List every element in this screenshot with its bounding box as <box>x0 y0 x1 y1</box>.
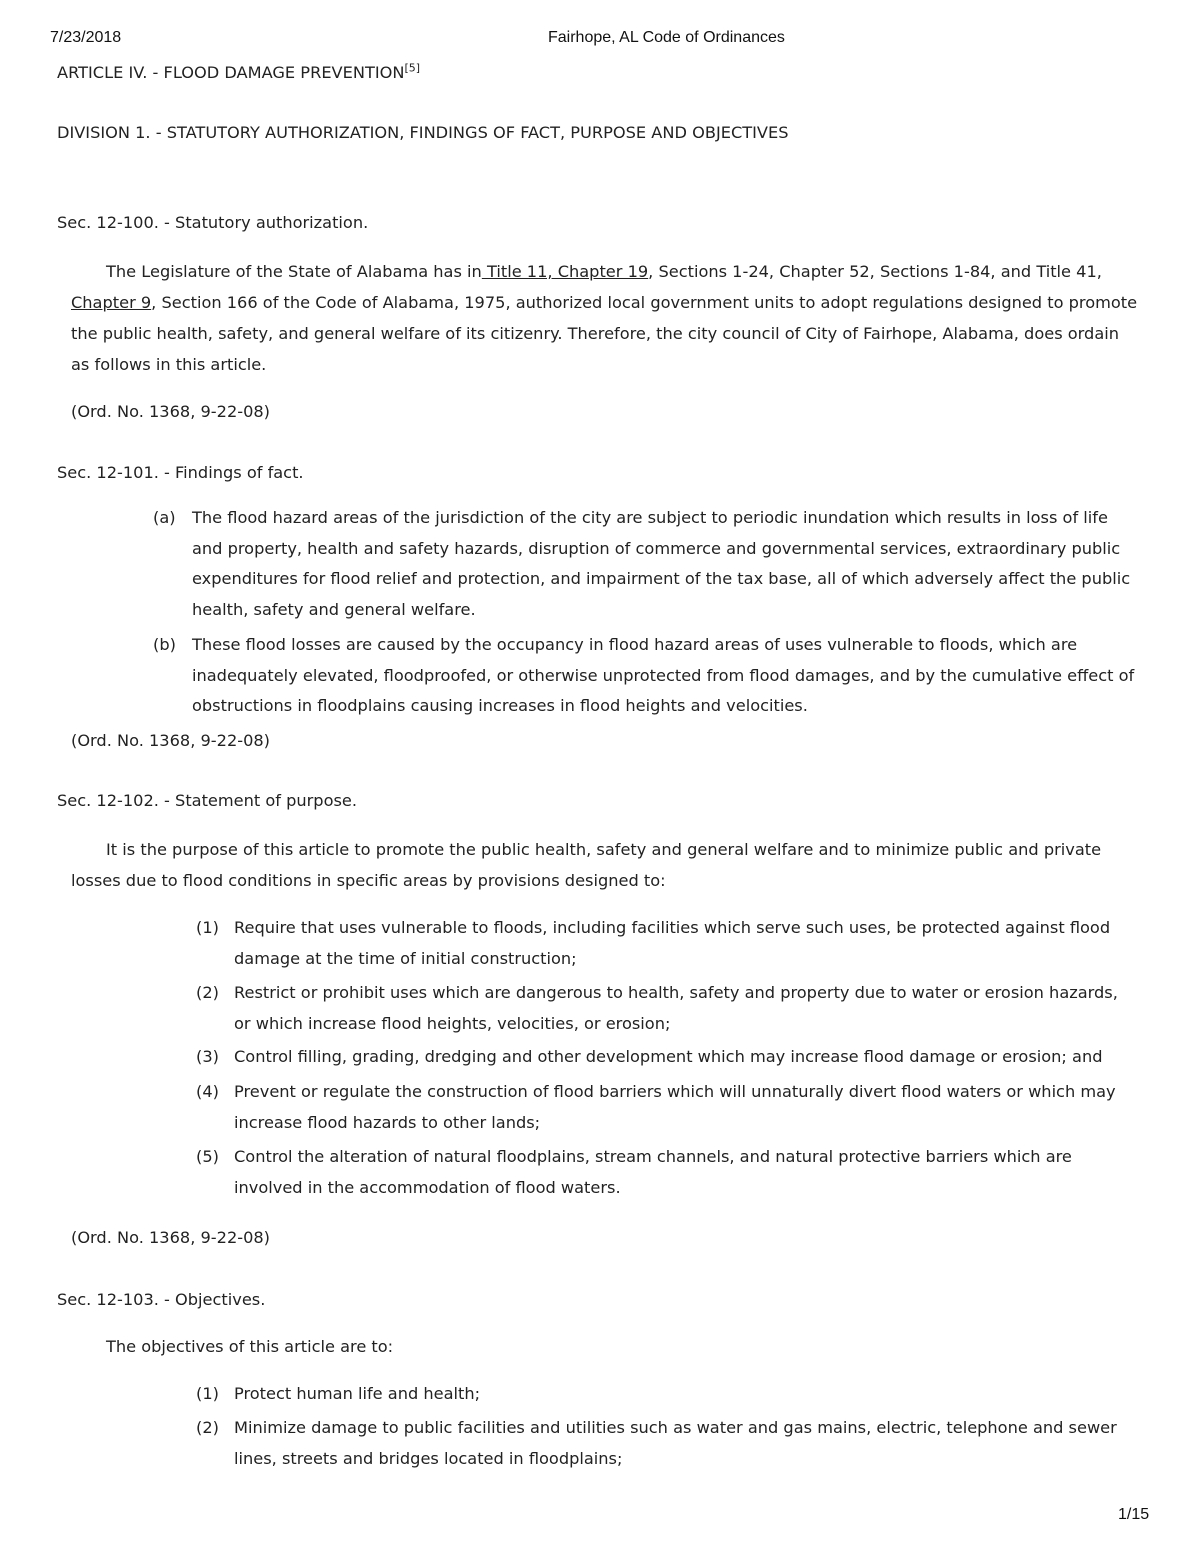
item-line: Control the alteration of natural floodplains, stream channels, and natural protective barriers which are <box>234 1147 1072 1166</box>
title-11-chapter-19-link[interactable]: Title 11, Chapter 19 <box>481 262 649 281</box>
item-line: Protect human life and health; <box>234 1384 481 1403</box>
item-line: inadequately elevated, floodproofed, or otherwise unprotected from flood damages, and by the cumulative effect of <box>192 665 1135 685</box>
para-text: , Sections 1-24, Chapter 52, Sections 1-84, and Title 41, <box>648 262 1102 281</box>
objective-item-1 <box>196 1379 480 1410</box>
print-title: Fairhope, AL Code of Ordinances <box>548 29 785 46</box>
sec-12-100-paragraph <box>71 256 1137 380</box>
para-text: The Legislature of the State of Alabama has in <box>106 262 482 281</box>
item-line: Restrict or prohibit uses which are dangerous to health, safety and property due to water or erosion hazards, <box>234 983 1118 1002</box>
sec-12-102-intro <box>71 834 1101 896</box>
purpose-item-1 <box>196 913 1110 974</box>
item-label: (3) <box>196 1047 219 1066</box>
purpose-item-4 <box>196 1077 1116 1138</box>
page-number: 1/15 <box>1118 1506 1150 1523</box>
item-line: lines, streets and bridges located in floodplains; <box>234 1448 623 1468</box>
sec-12-100-history: (Ord. No. 1368, 9-22-08) <box>71 402 270 421</box>
finding-item-b <box>153 630 1134 722</box>
item-line: These flood losses are caused by the occupancy in flood hazard areas of uses vulnerable to floods, which are <box>192 635 1078 654</box>
item-line: Minimize damage to public facilities and utilities such as water and gas mains, electric, telephone and sewer <box>234 1418 1117 1437</box>
item-label: (1) <box>196 918 219 937</box>
item-line: increase flood hazards to other lands; <box>234 1112 541 1132</box>
item-line: Prevent or regulate the construction of flood barriers which will unnaturally divert flood waters or which may <box>234 1082 1116 1101</box>
para-line: the public health, safety, and general welfare of its citizenry. Therefore, the city council of City of Fairhope, Alabama, does ordain <box>71 324 1119 343</box>
para-line: It is the purpose of this article to promote the public health, safety and general welfare and to minimize public and private <box>106 840 1102 859</box>
sec-12-102-heading: Sec. 12-102. - Statement of purpose. <box>57 791 358 810</box>
item-label: (1) <box>196 1384 219 1403</box>
item-label: (5) <box>196 1147 219 1166</box>
item-line: expenditures for flood relief and protection, and impairment of the tax base, all of which adversely affect the public <box>192 569 1131 588</box>
para-line: as follows in this article. <box>71 355 267 374</box>
item-label: (b) <box>153 635 176 654</box>
division-title: DIVISION 1. - STATUTORY AUTHORIZATION, FINDINGS OF FACT, PURPOSE AND OBJECTIVES <box>57 123 789 142</box>
finding-item-a <box>153 503 1130 625</box>
sec-12-100-heading: Sec. 12-100. - Statutory authorization. <box>57 213 369 232</box>
item-line: The flood hazard areas of the jurisdiction of the city are subject to periodic inundation which results in loss of life <box>192 508 1108 527</box>
item-line: obstructions in floodplains causing increases in flood heights and velocities. <box>192 696 808 715</box>
para-line <box>71 287 1137 318</box>
objective-item-2 <box>196 1413 1117 1474</box>
item-line: health, safety and general welfare. <box>192 599 476 619</box>
item-line: involved in the accommodation of flood waters. <box>234 1177 621 1197</box>
article-title <box>57 63 420 82</box>
chapter-9-link[interactable]: Chapter 9 <box>71 293 152 312</box>
article-footnote-link[interactable]: [5] <box>404 61 421 75</box>
item-line: Require that uses vulnerable to floods, including facilities which serve such uses, be protected against flood <box>234 918 1111 937</box>
item-label: (2) <box>196 1418 219 1437</box>
item-line: Control filling, grading, dredging and other development which may increase flood damage or erosion; and <box>234 1047 1103 1066</box>
item-label: (4) <box>196 1082 219 1101</box>
print-date: 7/23/2018 <box>50 29 122 46</box>
item-line: or which increase flood heights, velocities, or erosion; <box>234 1013 671 1033</box>
item-line: damage at the time of initial construction; <box>234 948 577 968</box>
item-label: (2) <box>196 983 219 1002</box>
purpose-item-3 <box>196 1042 1102 1073</box>
sec-12-101-heading: Sec. 12-101. - Findings of fact. <box>57 463 304 482</box>
sec-12-103-heading: Sec. 12-103. - Objectives. <box>57 1290 266 1309</box>
item-label: (a) <box>153 508 176 527</box>
item-line: and property, health and safety hazards, disruption of commerce and governmental services, extraordinary public <box>192 538 1121 558</box>
sec-12-101-history: (Ord. No. 1368, 9-22-08) <box>71 731 270 750</box>
para-line <box>71 256 1137 287</box>
para-text: , Section 166 of the Code of Alabama, 1975, authorized local government units to adopt regulations designed to promote <box>151 293 1138 312</box>
sec-12-102-history: (Ord. No. 1368, 9-22-08) <box>71 1228 270 1247</box>
purpose-item-5 <box>196 1142 1072 1203</box>
purpose-item-2 <box>196 978 1118 1039</box>
para-line: losses due to flood conditions in specific areas by provisions designed to: <box>71 871 666 890</box>
article-title-text: ARTICLE IV. - FLOOD DAMAGE PREVENTION <box>57 63 405 82</box>
sec-12-103-intro: The objectives of this article are to: <box>106 1337 394 1356</box>
